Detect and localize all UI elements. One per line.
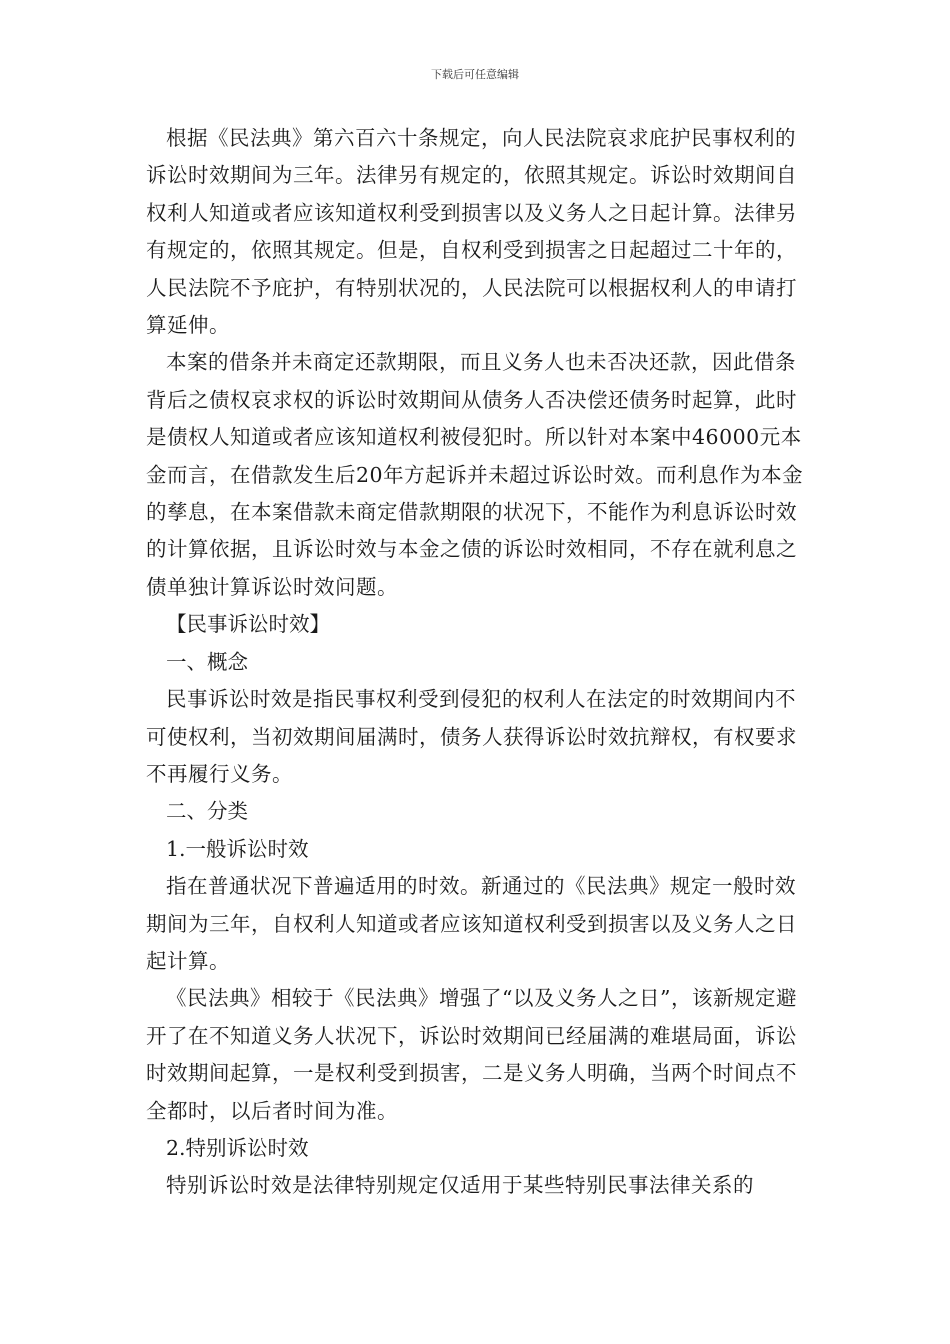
section-title: 【民事诉讼时效】 xyxy=(166,612,330,637)
paragraph-case-analysis: 本案的借条并未商定还款期限，而且义务人也未否决还款，因此借条背后之债权哀求权的诉讼时效期间从债务人否决偿还债务时起算，此时是债权人知道或者应该知道权利被侵犯时。所以针对本案中46000元本金而言，在借款发生后20年方起诉并未超过诉讼时效。而利息作为本金的孳息，在本案借款未商定借款期限的状况下，不能作为利息诉讼时效的计算依据，且诉讼时效与本金之债的诉讼时效相同，不存在就利息之债单独计算诉讼时效问题。 xyxy=(146,350,804,599)
paragraph-civil-code-change: 《民法典》相较于《民法典》增强了“以及义务人之日”，该新规定避开了在不知道义务人状况下，诉讼时效期间已经届满的难堪局面，诉讼时效期间起算，一是权利受到损害，二是义务人明确，当两个时间点不全都时，以后者时间为准。 xyxy=(146,986,797,1123)
paragraph-special-limitation: 特别诉讼时效是法律特别规定仅适用于某些特别民事法律关系的 xyxy=(166,1173,754,1198)
paragraph-concept: 民事诉讼时效是指民事权利受到侵犯的权利人在法定的时效期间内不可使权利，当初效期间届满时，债务人获得诉讼时效抗辩权，有权要求不再履行义务。 xyxy=(146,687,797,786)
heading-special-limitation: 2.特别诉讼时效 xyxy=(166,1135,309,1160)
document-body xyxy=(146,120,811,1205)
paragraph-general-limitation: 指在普通状况下普遍适用的时效。新通过的《民法典》规定一般时效期间为三年，自权利人知道或者应该知道权利受到损害以及义务人之日起计算。 xyxy=(146,874,797,973)
heading-general-limitation: 1.一般诉讼时效 xyxy=(166,836,309,861)
heading-concept: 一、概念 xyxy=(166,649,248,674)
page-header: 下载后可任意编辑 xyxy=(431,68,519,81)
paragraph-statute-of-limitations: 根据《民法典》第六百六十条规定，向人民法院哀求庇护民事权利的诉讼时效期间为三年。法律另有规定的，依照其规定。诉讼时效期间自权利人知道或者应该知道权利受到损害以及义务人之日起计算。法律另有规定的，依照其规定。但是，自权利受到损害之日起超过二十年的，人民法院不予庇护，有特别状况的，人民法院可以根据权利人的申请打算延伸。 xyxy=(146,126,797,338)
heading-classification: 二、分类 xyxy=(166,799,248,824)
